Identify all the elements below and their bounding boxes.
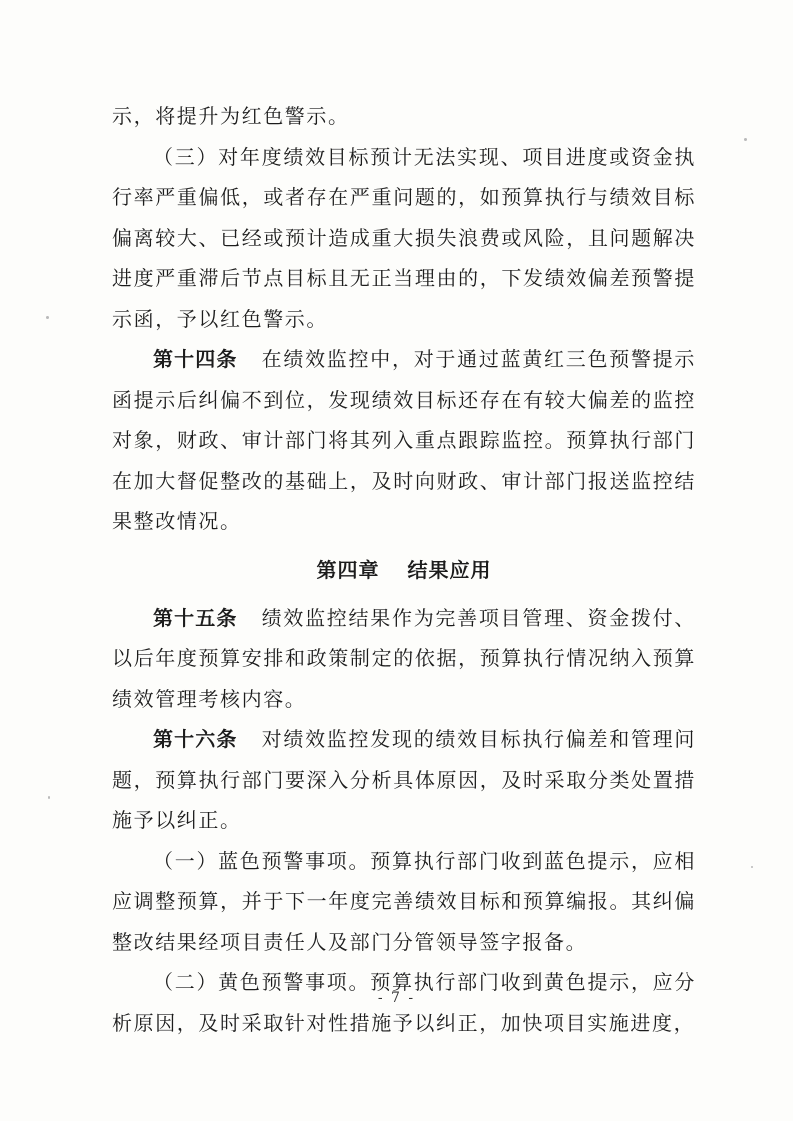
paragraph-text: （一）蓝色预警事项。预算执行部门收到蓝色提示，应相应调整预算，并于下一年度完善绩效目标和预算编报。其纠偏整改结果经项目责任人及部门分管领导签字报备。	[112, 848, 696, 954]
paragraph-text: （三）对年度绩效目标预计无法实现、项目进度或资金执行率严重偏低，或者存在严重问题的，如预算执行与绩效目标偏离较大、已经或预计造成重大损失浪费或风险，且问题解决进度严重滞后节点目标且无正当理由的，下发绩效偏差预警提示函，予以红色警示。	[112, 144, 696, 331]
article-16	[112, 719, 696, 841]
chapter-title: 结果应用	[407, 557, 492, 582]
paragraph-text: （二）黄色预警事项。预算执行部门收到黄色提示，应分析原因，及时采取针对性措施予以纠正，加快项目实施进度，	[112, 970, 696, 1035]
paragraph-text: 在绩效监控中，对于通过蓝黄红三色预警提示函提示后纠偏不到位，发现绩效目标还存在有较大偏差的监控对象，财政、审计部门将其列入重点跟踪监控。预算执行部门在加大督促整改的基础上，及时向财政、审计部门报送监控结果整改情况。	[112, 347, 696, 533]
chapter-number: 第四章	[316, 557, 380, 582]
scan-speck	[751, 866, 753, 868]
scan-speck	[46, 316, 49, 319]
article-heading: 第十四条	[153, 347, 238, 371]
paragraph-item-1	[112, 841, 696, 963]
document-body	[112, 96, 696, 1043]
paragraph-item-3	[112, 137, 696, 340]
article-14	[112, 339, 696, 542]
chapter-heading	[112, 550, 696, 590]
paragraph-continuation	[112, 96, 696, 137]
paragraph-text: 示，将提升为红色警示。	[112, 104, 350, 128]
scan-speck	[48, 796, 50, 799]
scan-speck	[744, 138, 747, 141]
page-number: - 7 -	[377, 990, 416, 1006]
article-heading: 第十五条	[153, 605, 238, 630]
paragraph-text: 对绩效监控发现的绩效目标执行偏差和管理问题，预算执行部门要深入分析具体原因，及时采取分类处置措施予以纠正。	[112, 727, 696, 832]
paragraph-text: 绩效监控结果作为完善项目管理、资金拨付、以后年度预算安排和政策制定的依据，预算执行情况纳入预算绩效管理考核内容。	[112, 605, 696, 711]
article-heading: 第十六条	[153, 727, 238, 751]
article-15	[112, 598, 696, 720]
